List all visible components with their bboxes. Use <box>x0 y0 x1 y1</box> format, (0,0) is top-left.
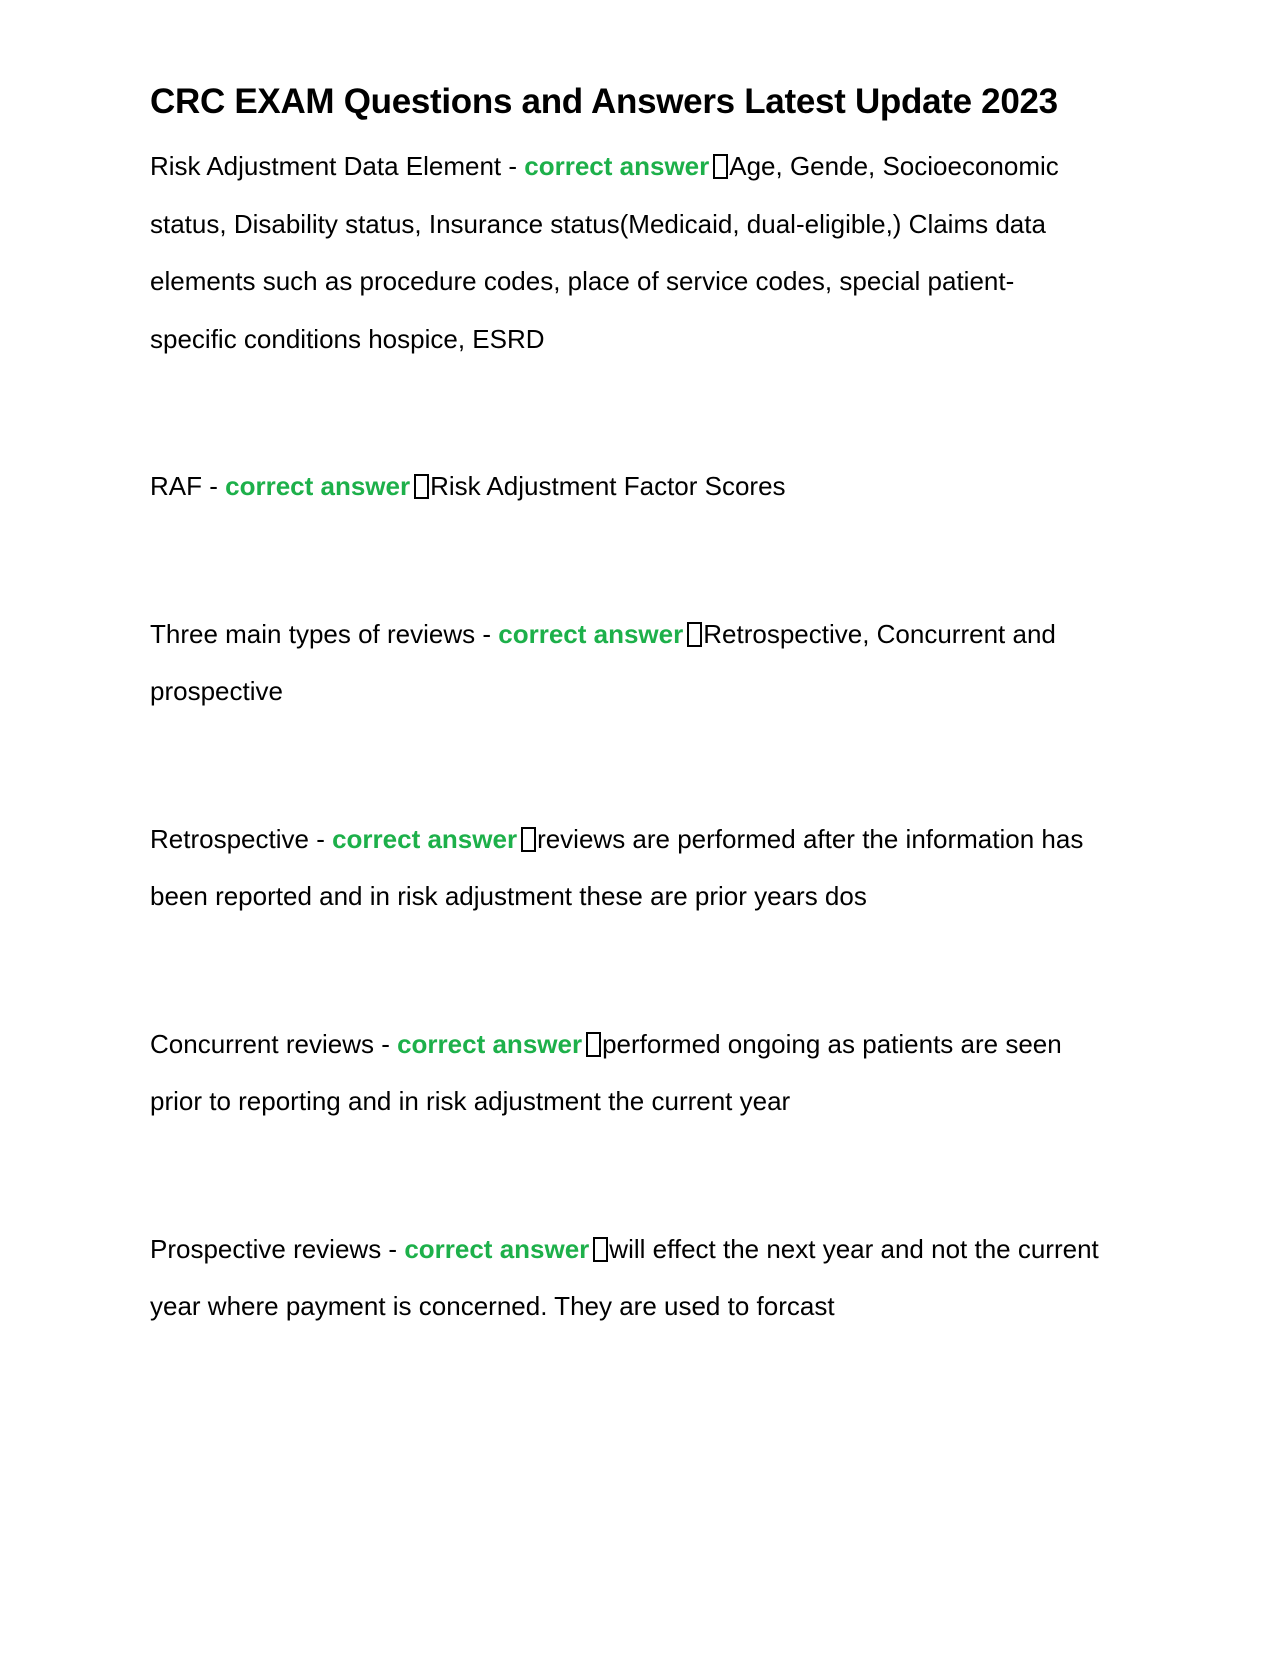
qa-entry <box>150 138 1100 368</box>
entry-separator: - <box>373 1028 398 1059</box>
entry-answer: performed ongoing as patients are seen prior to reporting and in risk adjustment the current year <box>150 1028 1062 1116</box>
missing-glyph-box-icon <box>586 1032 601 1057</box>
entry-separator: - <box>308 823 333 854</box>
missing-glyph-box-icon <box>521 827 536 852</box>
entry-term: RAF <box>150 471 202 501</box>
entry-answer: will effect the next year and not the current year where payment is concerned. They are used to forcast <box>150 1233 1099 1321</box>
entry-separator: - <box>202 471 226 501</box>
entry-term: Risk Adjustment Data Element <box>150 151 502 181</box>
qa-entry <box>150 1221 1100 1336</box>
correct-answer-label: correct answer <box>524 151 710 181</box>
entry-answer: Retrospective, Concurrent and prospective <box>150 618 1056 706</box>
document-title: CRC EXAM Questions and Answers Latest Update 2023 <box>150 82 1058 121</box>
entry-term: Retrospective <box>150 823 309 854</box>
qa-entry <box>150 458 1100 516</box>
entry-answer: Risk Adjustment Factor Scores <box>430 471 786 501</box>
entry-answer: reviews are performed after the information has been reported and in risk adjustment these are prior years dos <box>150 823 1084 911</box>
correct-answer-label: correct answer <box>404 1233 590 1264</box>
missing-glyph-box-icon <box>593 1237 608 1262</box>
entry-term: Three main types of reviews <box>150 618 476 649</box>
document-page <box>150 74 1100 1336</box>
entry-term: Concurrent reviews <box>150 1028 374 1059</box>
correct-answer-label: correct answer <box>332 823 518 854</box>
correct-answer-label: correct answer <box>225 471 411 501</box>
qa-entry <box>150 606 1100 721</box>
entry-separator: - <box>381 1233 405 1264</box>
missing-glyph-box-icon <box>414 474 429 499</box>
entry-separator: - <box>501 151 525 181</box>
missing-glyph-box-icon <box>713 154 728 179</box>
entry-term: Prospective reviews <box>150 1233 382 1264</box>
qa-entry <box>150 1016 1100 1131</box>
correct-answer-label: correct answer <box>397 1028 583 1059</box>
correct-answer-label: correct answer <box>498 618 684 649</box>
entry-answer: Age, Gende, Socioeconomic status, Disability status, Insurance status(Medicaid, dual-eligible,) Claims data elements such as procedure codes, place of service codes, special patient-specific conditions hospice, ESRD <box>150 151 1059 354</box>
qa-entry <box>150 811 1100 926</box>
missing-glyph-box-icon <box>687 622 702 647</box>
entry-separator: - <box>475 618 499 649</box>
